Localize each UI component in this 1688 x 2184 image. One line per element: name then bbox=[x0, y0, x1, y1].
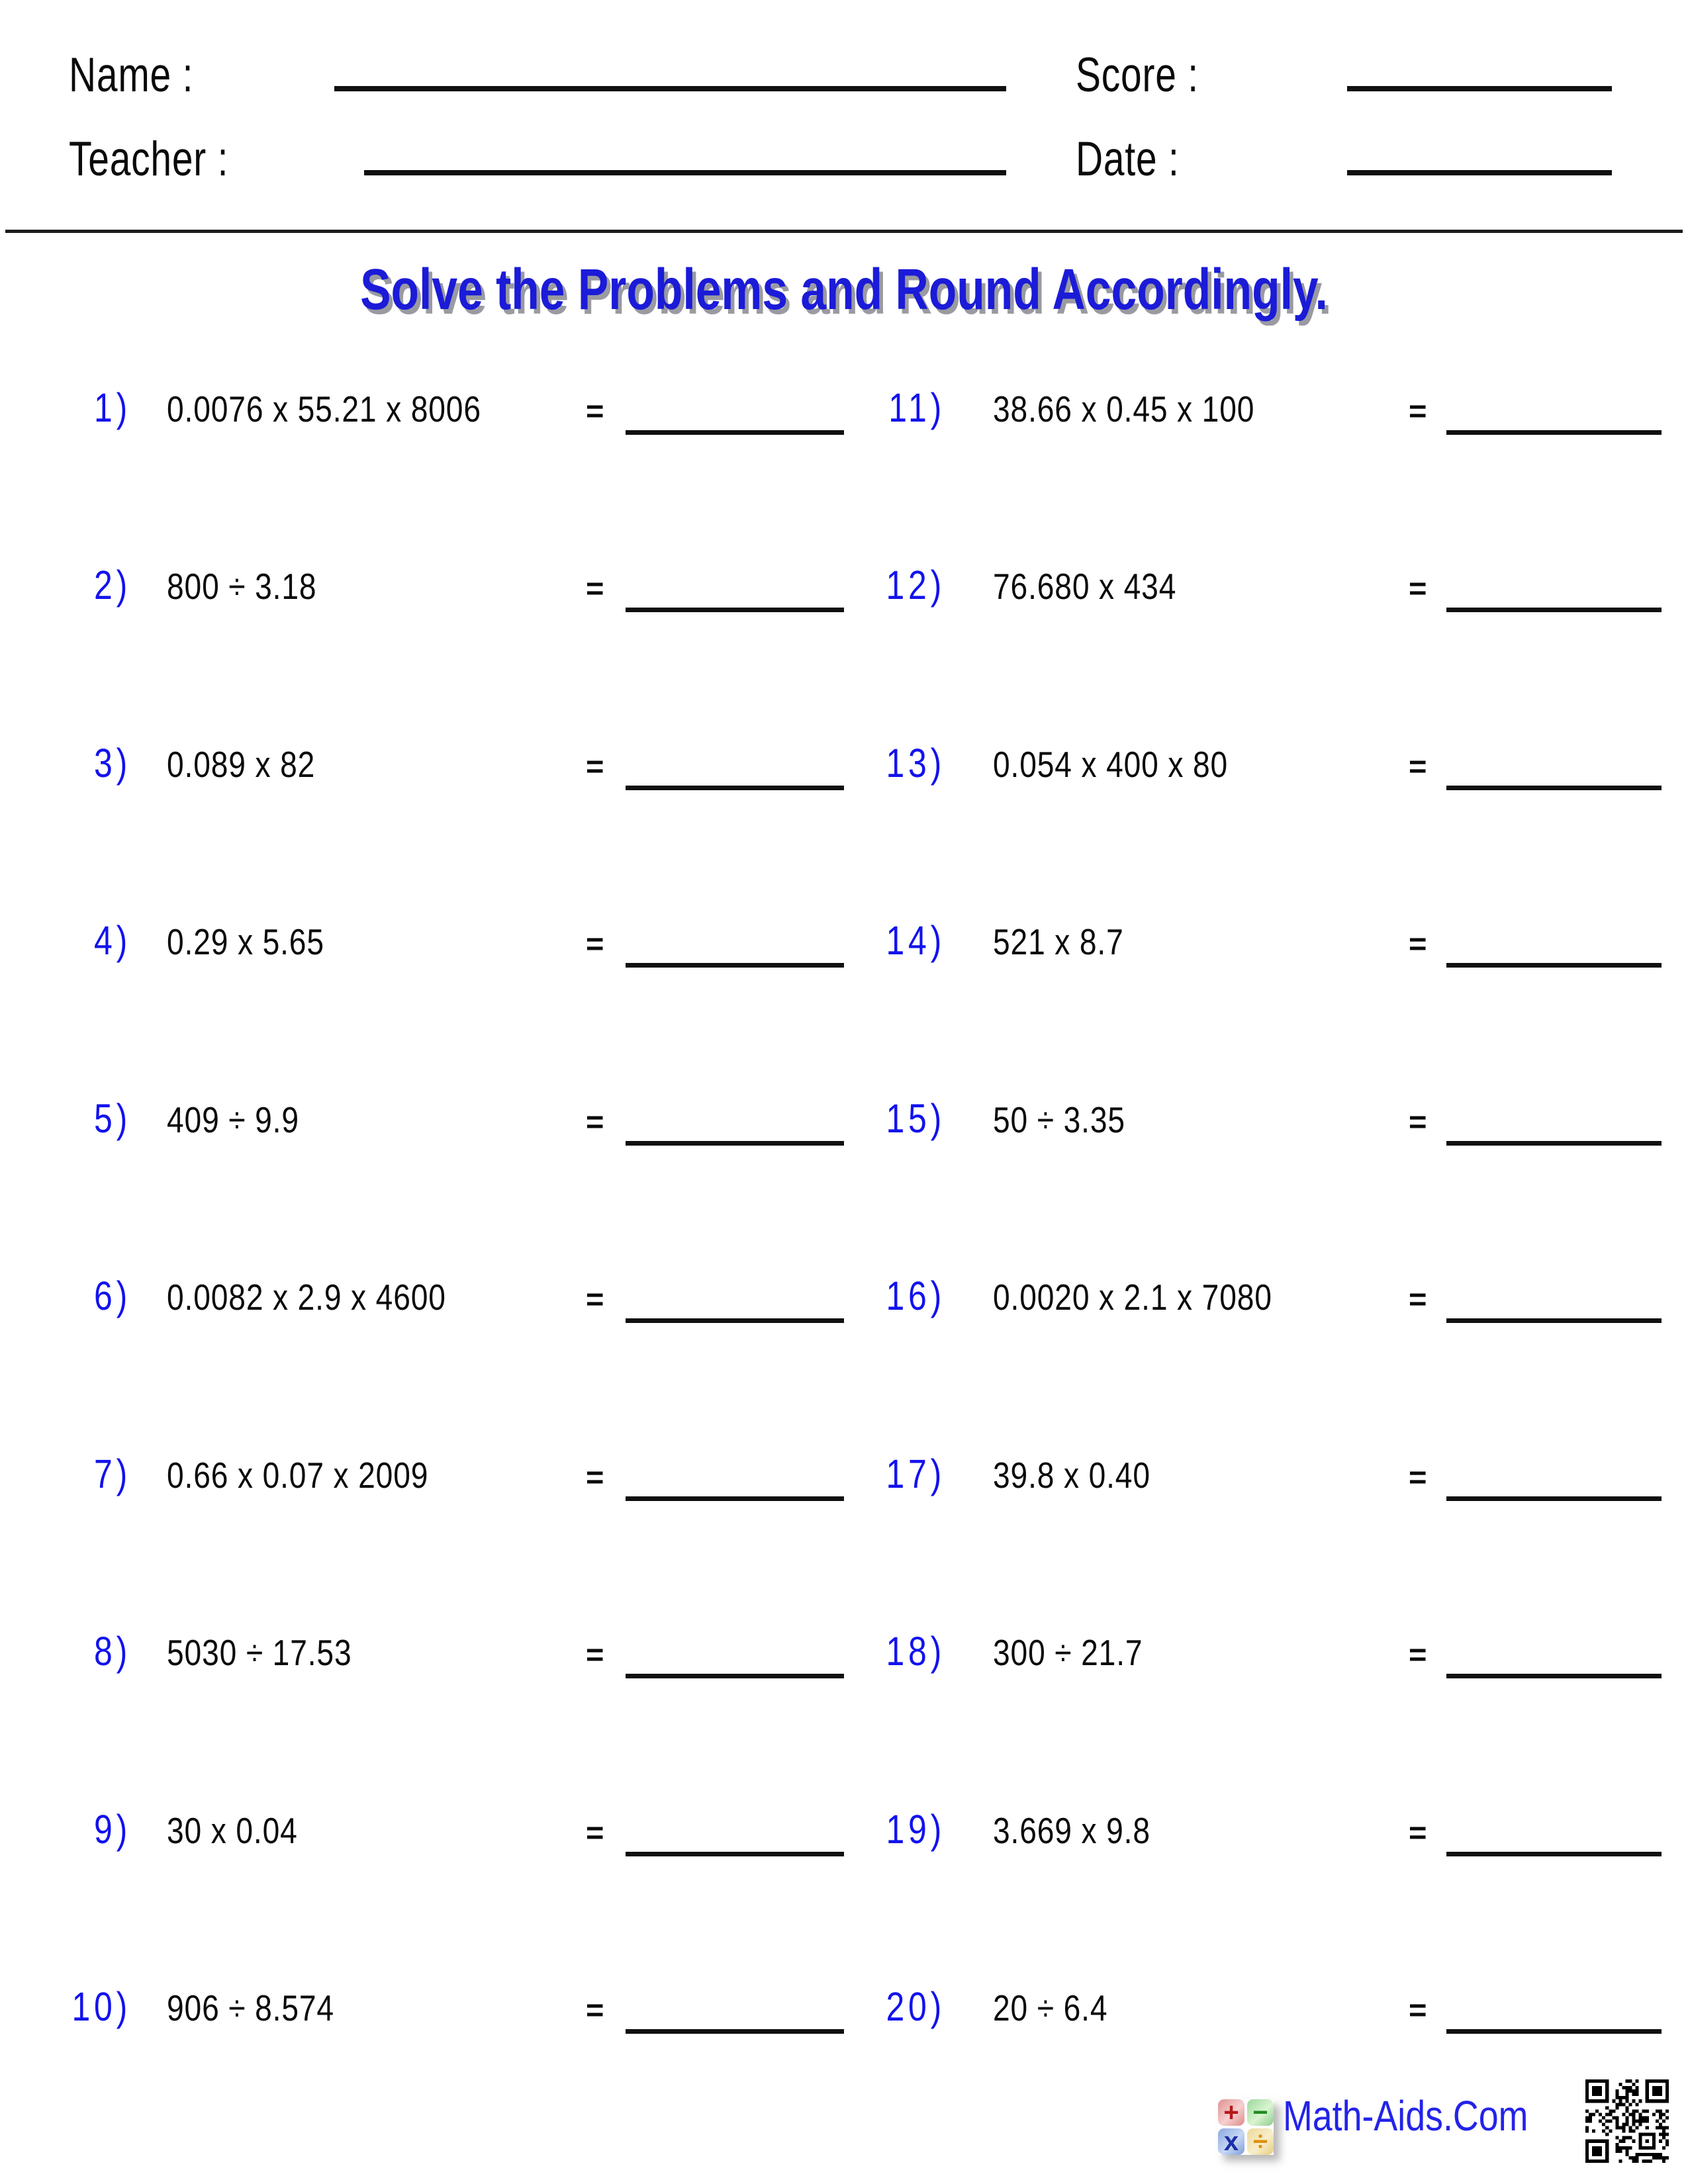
equals-sign: = bbox=[1409, 1815, 1427, 1850]
answer-blank[interactable] bbox=[1446, 1809, 1662, 1856]
equals-sign: = bbox=[586, 1815, 604, 1850]
problem-number: 3) bbox=[94, 741, 131, 786]
score-label: Score : bbox=[1076, 48, 1199, 102]
problem-expression: 5030 ÷ 17.53 bbox=[167, 1632, 352, 1673]
problem-row bbox=[0, 1984, 1688, 2042]
problem-expression: 76.680 x 434 bbox=[993, 566, 1177, 607]
name-underline[interactable] bbox=[334, 86, 1006, 91]
plus-glyph: + bbox=[1223, 2098, 1239, 2127]
problem-expression: 0.0076 x 55.21 x 8006 bbox=[167, 388, 481, 430]
problem-number: 2) bbox=[94, 563, 131, 608]
equals-sign: = bbox=[586, 1992, 604, 2027]
equals-sign: = bbox=[586, 1104, 604, 1139]
equals-sign: = bbox=[586, 1637, 604, 1672]
problem-number: 14) bbox=[886, 918, 945, 963]
logo-times-icon bbox=[1218, 2128, 1244, 2155]
answer-blank[interactable] bbox=[1446, 565, 1662, 612]
problem-number: 16) bbox=[886, 1273, 945, 1318]
problem-expression: 521 x 8.7 bbox=[993, 921, 1124, 962]
problem-expression: 3.669 x 9.8 bbox=[993, 1810, 1150, 1851]
times-glyph: x bbox=[1223, 2127, 1239, 2156]
problem-expression: 906 ÷ 8.574 bbox=[167, 1987, 334, 2028]
date-label: Date : bbox=[1076, 132, 1180, 186]
equals-sign: = bbox=[586, 749, 604, 784]
answer-blank[interactable] bbox=[1446, 743, 1662, 790]
brand-link[interactable]: Math-Aids.Com bbox=[1283, 2092, 1528, 2140]
problem-row bbox=[0, 1096, 1688, 1154]
problem-expression: 800 ÷ 3.18 bbox=[167, 566, 317, 607]
problem-expression: 30 x 0.04 bbox=[167, 1810, 298, 1851]
problem-expression: 0.66 x 0.07 x 2009 bbox=[167, 1455, 429, 1496]
problem-number: 17) bbox=[886, 1451, 945, 1496]
equals-sign: = bbox=[1409, 1459, 1427, 1494]
math-aids-logo bbox=[1218, 2099, 1274, 2155]
problem-expression: 0.0020 x 2.1 x 7080 bbox=[993, 1277, 1272, 1318]
problem-row bbox=[0, 918, 1688, 976]
answer-blank[interactable] bbox=[1446, 1276, 1662, 1323]
equals-sign: = bbox=[1409, 1281, 1427, 1316]
answer-blank[interactable] bbox=[1446, 1987, 1662, 2034]
problem-row bbox=[0, 1631, 1688, 1687]
problem-row bbox=[0, 1809, 1688, 1865]
problem-expression: 20 ÷ 6.4 bbox=[993, 1987, 1108, 2028]
worksheet-title: Solve the Problems and Round Accordingly. bbox=[360, 257, 1328, 322]
answer-blank[interactable] bbox=[1446, 921, 1662, 968]
answer-blank[interactable] bbox=[1446, 1099, 1662, 1146]
problem-number: 11) bbox=[888, 385, 945, 430]
problem-expression: 0.054 x 400 x 80 bbox=[993, 744, 1229, 785]
answer-blank[interactable] bbox=[1446, 1631, 1662, 1678]
equals-sign: = bbox=[586, 393, 604, 428]
logo-divide-icon bbox=[1247, 2128, 1274, 2155]
equals-sign: = bbox=[1409, 1637, 1427, 1672]
problem-expression: 50 ÷ 3.35 bbox=[993, 1099, 1125, 1140]
problem-row bbox=[0, 1451, 1688, 1510]
equals-sign: = bbox=[1409, 749, 1427, 784]
problem-expression: 409 ÷ 9.9 bbox=[167, 1099, 299, 1140]
problem-number: 19) bbox=[886, 1807, 945, 1852]
divider-line bbox=[5, 230, 1683, 233]
equals-sign: = bbox=[1409, 1104, 1427, 1139]
problem-expression: 0.29 x 5.65 bbox=[167, 921, 324, 962]
logo-plus-icon bbox=[1218, 2099, 1244, 2126]
problem-row bbox=[0, 743, 1688, 799]
problem-number: 8) bbox=[94, 1629, 131, 1674]
problem-expression: 39.8 x 0.40 bbox=[993, 1455, 1150, 1496]
equals-sign: = bbox=[1409, 570, 1427, 606]
divide-glyph: ÷ bbox=[1253, 2127, 1268, 2156]
problem-row bbox=[0, 1273, 1688, 1332]
equals-sign: = bbox=[586, 570, 604, 606]
problem-number: 5) bbox=[94, 1096, 131, 1141]
answer-blank[interactable] bbox=[1446, 388, 1662, 435]
equals-sign: = bbox=[1409, 1992, 1427, 2027]
name-label: Name : bbox=[69, 48, 194, 102]
score-underline[interactable] bbox=[1347, 86, 1612, 91]
equals-sign: = bbox=[586, 1459, 604, 1494]
teacher-underline[interactable] bbox=[364, 170, 1006, 175]
problem-number: 20) bbox=[886, 1984, 945, 2029]
problem-number: 18) bbox=[886, 1629, 945, 1674]
minus-glyph: − bbox=[1252, 2098, 1268, 2127]
problem-number: 7) bbox=[94, 1451, 131, 1496]
problem-number: 1) bbox=[94, 385, 131, 430]
logo-minus-icon bbox=[1247, 2099, 1274, 2126]
problem-expression: 38.66 x 0.45 x 100 bbox=[993, 388, 1255, 430]
equals-sign: = bbox=[1409, 393, 1427, 428]
problem-number: 13) bbox=[886, 741, 945, 786]
problem-number: 15) bbox=[886, 1096, 945, 1141]
qr-code bbox=[1585, 2079, 1669, 2163]
teacher-label: Teacher : bbox=[69, 132, 229, 186]
answer-blank[interactable] bbox=[1446, 1454, 1662, 1501]
equals-sign: = bbox=[1409, 926, 1427, 961]
problem-number: 4) bbox=[94, 918, 131, 963]
equals-sign: = bbox=[586, 926, 604, 961]
problem-number: 6) bbox=[94, 1273, 131, 1318]
problem-number: 12) bbox=[886, 563, 945, 608]
equals-sign: = bbox=[586, 1281, 604, 1316]
problem-row bbox=[0, 385, 1688, 443]
problem-expression: 0.089 x 82 bbox=[167, 744, 316, 785]
problem-row bbox=[0, 565, 1688, 621]
date-underline[interactable] bbox=[1347, 170, 1612, 175]
problem-number: 9) bbox=[94, 1807, 131, 1852]
problem-expression: 0.0082 x 2.9 x 4600 bbox=[167, 1277, 446, 1318]
problem-number: 10) bbox=[71, 1984, 131, 2029]
problem-expression: 300 ÷ 21.7 bbox=[993, 1632, 1143, 1673]
